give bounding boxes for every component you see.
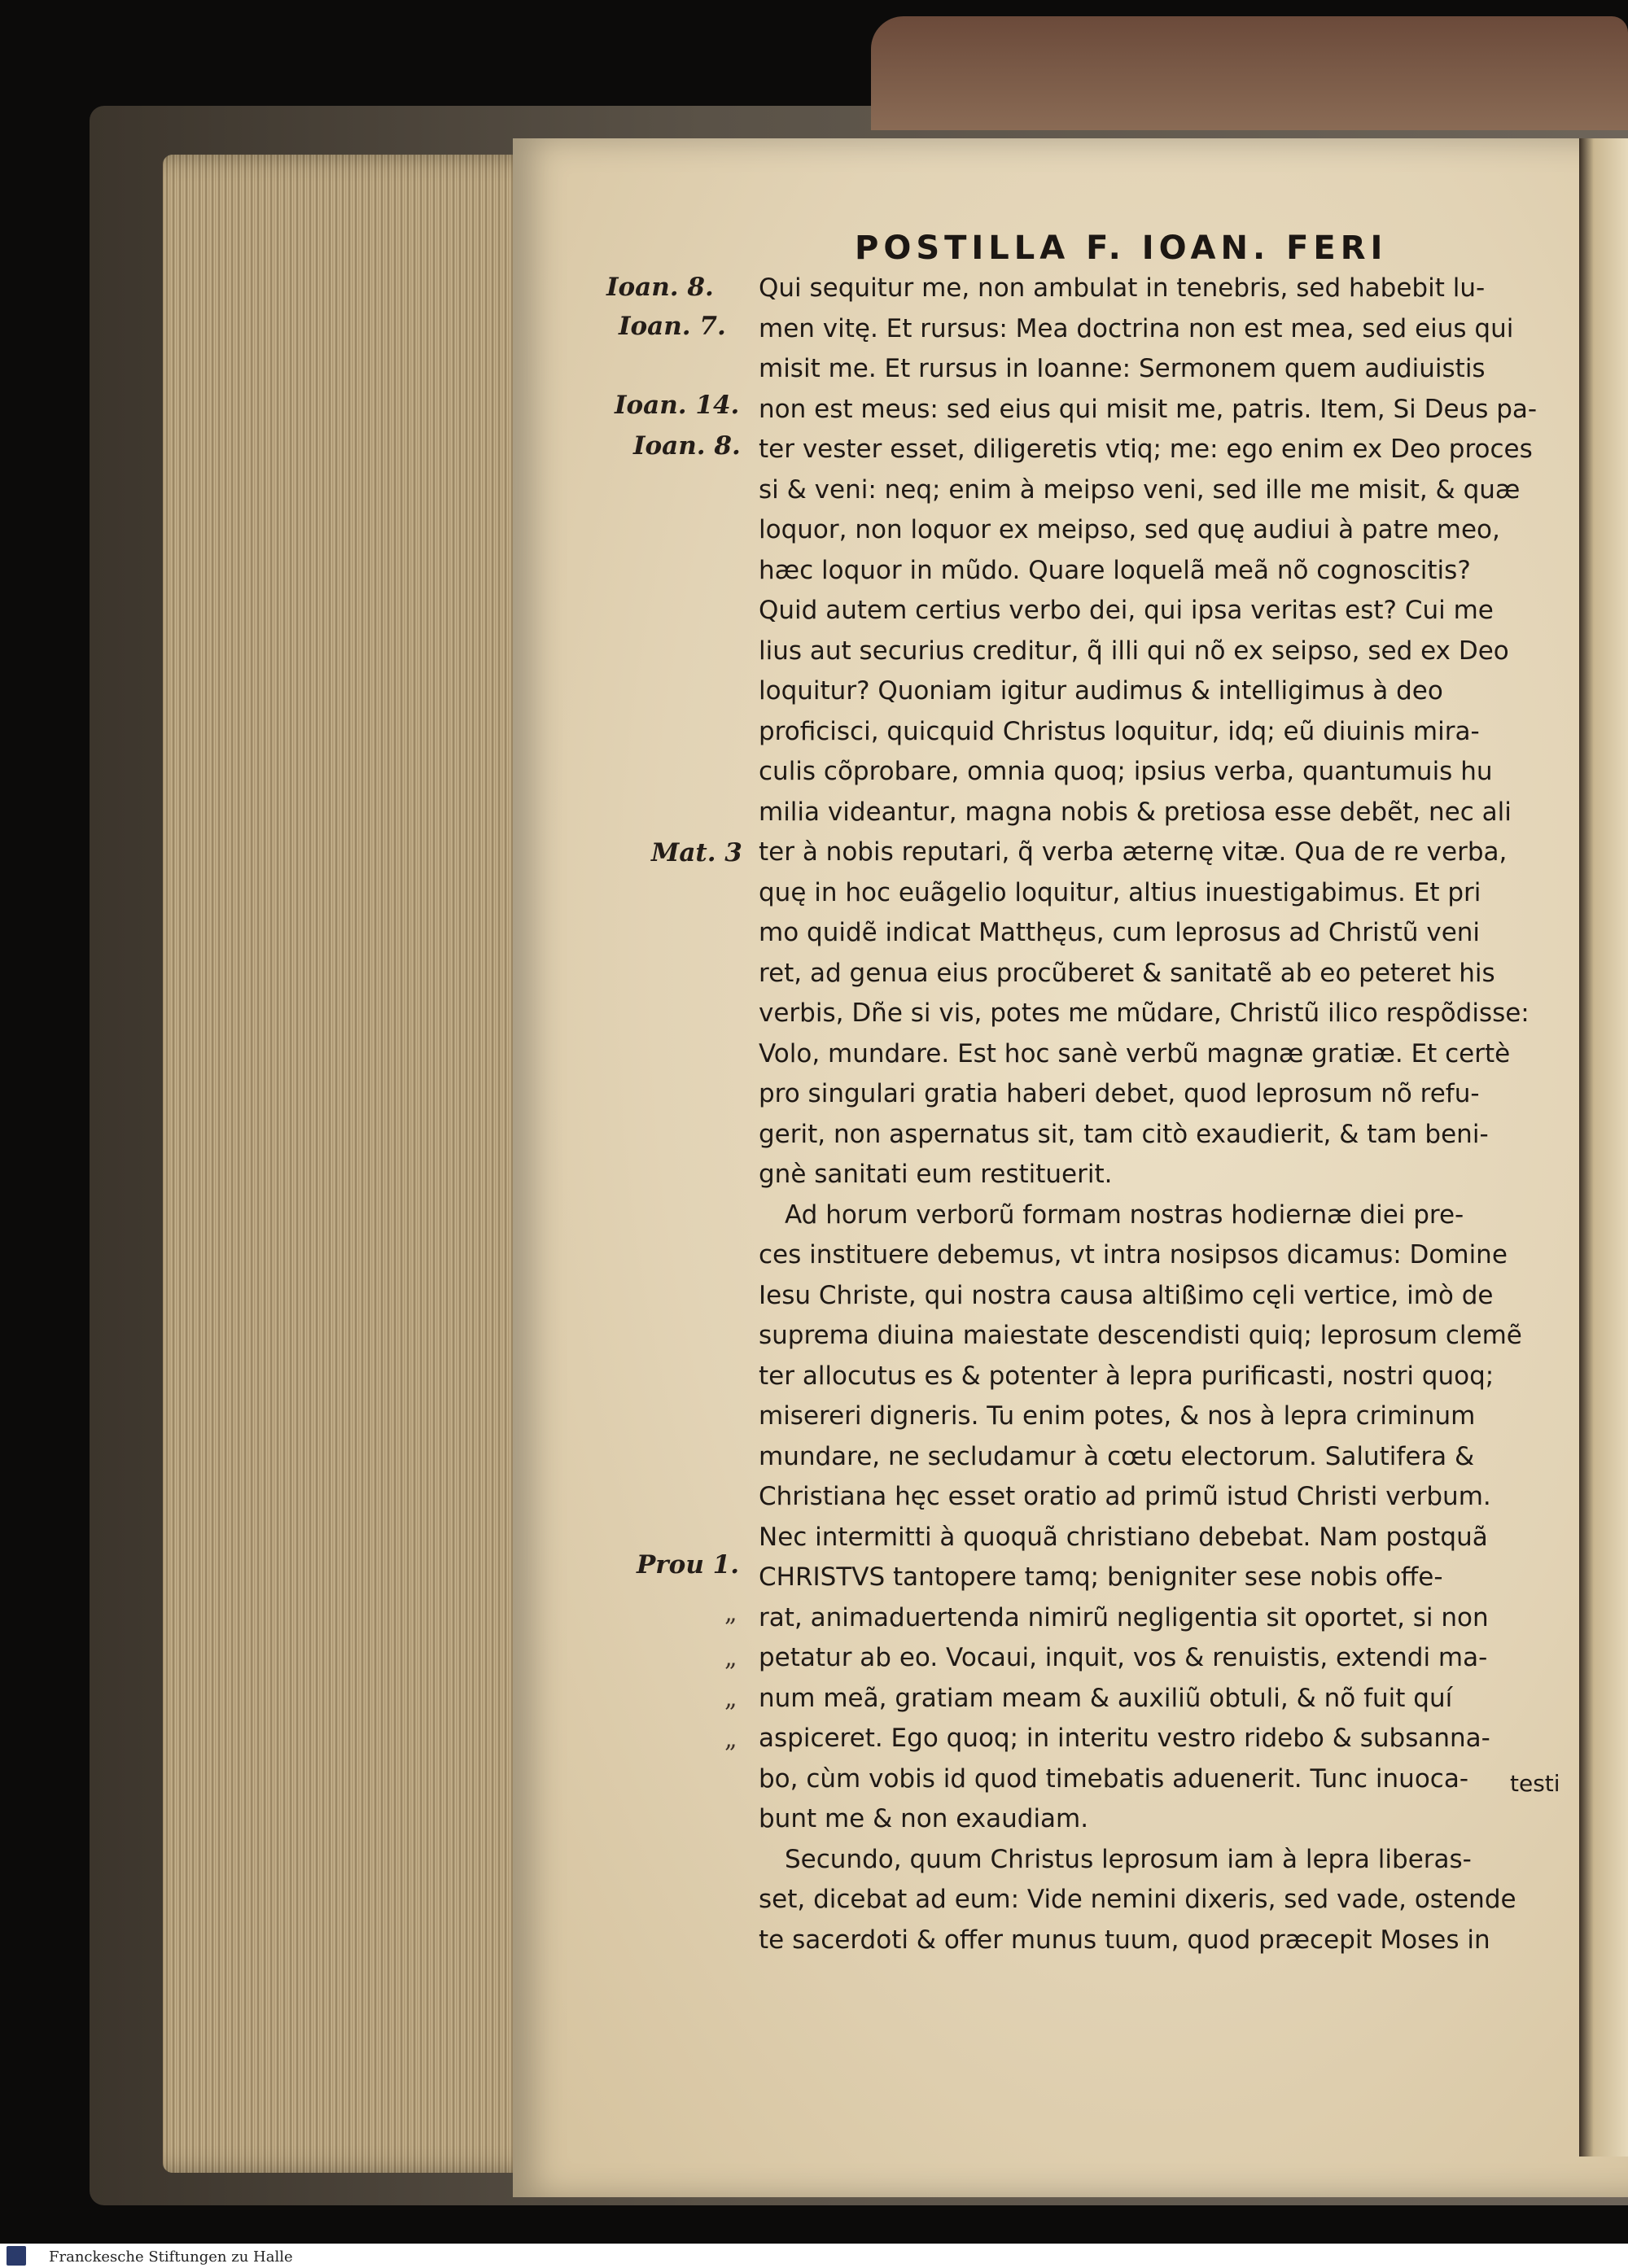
text-line: loquitur? Quoniam igitur audimus & intelligimus à deo <box>759 676 1443 706</box>
text-line: Quid autem certius verbo dei, qui ipsa veritas est? Cui me <box>759 596 1494 625</box>
quote-marker: „ <box>724 1644 737 1672</box>
margin-note: Ioan. 14. <box>615 391 740 420</box>
quote-marker: „ <box>724 1685 737 1713</box>
text-line: mo quidẽ indicat Matthęus, cum leprosus ad Christũ veni <box>759 918 1481 947</box>
running-head: POSTILLA F. IOAN. FERI <box>855 229 1388 267</box>
text-line: aspiceret. Ego quoq; in interitu vestro ridebo & subsanna- <box>759 1724 1490 1753</box>
catchword: testi <box>1510 1770 1560 1797</box>
margin-note: Ioan. 8. <box>606 273 714 302</box>
text-line: ces instituere debemus, vt intra nosipsos dicamus: Domine <box>759 1240 1508 1269</box>
body-text <box>759 269 1540 1960</box>
text-line: gnè sanitati eum restituerit. <box>759 1160 1113 1189</box>
margin-note: Ioan. 7. <box>619 312 726 341</box>
text-line: num meã, gratiam meam & auxiliũ obtuli, & nõ fuit quí <box>759 1683 1453 1713</box>
quote-marker: „ <box>724 1599 737 1628</box>
text-line: ter à nobis reputari, q̃ verba æternę vitæ. Qua de re verba, <box>759 837 1508 867</box>
text-line: verbis, Dñe si vis, potes me mũdare, Christũ ilico respõdisse: <box>759 999 1530 1028</box>
text-line: pro singulari gratia haberi debet, quod leprosum nõ refu- <box>759 1079 1480 1108</box>
text-line: misit me. Et rursus in Ioanne: Sermonem quem audiuistis <box>759 354 1486 383</box>
text-line: loquor, non loquor ex meipso, sed quę audiui à patre meo, <box>759 515 1500 544</box>
text-line: non est meus: sed eius qui misit me, patris. Item, Si Deus pa- <box>759 394 1538 424</box>
text-line: gerit, non aspernatus sit, tam citò exaudierit, & tam beni- <box>759 1119 1489 1149</box>
text-line: proficisci, quicquid Christus loquitur, idq; eũ diuinis mira- <box>759 716 1480 746</box>
text-line: ter allocutus es & potenter à lepra purificasti, nostri quoq; <box>759 1361 1495 1391</box>
text-line: culis cõprobare, omnia quoq; ipsius verba, quantumuis hu <box>759 757 1493 786</box>
text-line: quę in hoc euãgelio loquitur, altius inuestigabimus. Et pri <box>759 877 1481 907</box>
footer-institution: Franckesche Stiftungen zu Halle <box>49 2248 293 2266</box>
text-line: Christiana hęc esset oratio ad primũ istud Christi verbum. <box>759 1482 1491 1511</box>
text-line: misereri digneris. Tu enim potes, & nos à lepra criminum <box>759 1401 1476 1431</box>
text-line: petatur ab eo. Vocaui, inquit, vos & renuistis, extendi ma- <box>759 1643 1488 1672</box>
text-line: Secundo, quum Christus leprosum iam à lepra liberas- <box>785 1844 1472 1874</box>
text-line: ret, ad genua eius procũberet & sanitatẽ ab eo peteret his <box>759 958 1495 988</box>
text-line: mundare, ne secludamur à cœtu electorum. Salutifera & <box>759 1441 1475 1471</box>
text-line: Iesu Christe, qui nostra causa altißimo cęli vertice, imò de <box>759 1280 1494 1310</box>
text-line: bunt me & non exaudiam. <box>759 1804 1089 1833</box>
text-line: men vitę. Et rursus: Mea doctrina non est mea, sed eius qui <box>759 313 1514 343</box>
text-line: si & veni: neq; enim à meipso veni, sed ille me misit, & quæ <box>759 474 1521 505</box>
text-line: bo, cùm vobis id quod timebatis aduenerit. Tunc inuoca- <box>759 1763 1469 1794</box>
quote-marker: „ <box>724 1725 737 1754</box>
margin-note: Mat. 3 <box>651 838 742 867</box>
margin-note: Prou 1. <box>637 1550 740 1580</box>
text-line: lius aut securius creditur, q̃ illi qui nõ ex seipso, sed ex Deo <box>759 636 1509 666</box>
text-line: ter vester esset, diligeretis vtiq; me: ego enim ex Deo proces <box>759 435 1533 464</box>
binding-cloth <box>871 16 1628 130</box>
text-line: te sacerdoti & offer munus tuum, quod præcepit Moses in <box>759 1925 1490 1955</box>
text-line: CHRISTVS tantopere tamq; benigniter sese nobis offe- <box>759 1562 1443 1592</box>
text-line: Qui sequitur me, non ambulat in tenebris, sed habebit lu- <box>759 273 1486 303</box>
text-line: set, dicebat ad eum: Vide nemini dixeris, sed vade, ostende <box>759 1885 1516 1914</box>
text-line: milia videantur, magna nobis & pretiosa esse debẽt, nec ali <box>759 797 1512 827</box>
facing-page-edge <box>1579 138 1628 2157</box>
text-line: suprema diuina maiestate descendisti quiq; leprosum clemẽ <box>759 1321 1522 1350</box>
text-line: Nec intermitti à quoquã christiano debebat. Nam postquã <box>759 1522 1488 1552</box>
text-line: hæc loquor in mũdo. Quare loquelã meã nõ cognoscitis? <box>759 555 1471 585</box>
text-line: Ad horum verborũ formam nostras hodiernæ diei pre- <box>785 1200 1464 1230</box>
text-line: rat, animaduertenda nimirũ negligentia sit oportet, si non <box>759 1602 1489 1632</box>
institution-logo-icon <box>7 2246 26 2266</box>
margin-note: Ioan. 8. <box>633 431 741 461</box>
text-line: Volo, mundare. Est hoc sanè verbũ magnæ gratiæ. Et certè <box>759 1038 1511 1068</box>
